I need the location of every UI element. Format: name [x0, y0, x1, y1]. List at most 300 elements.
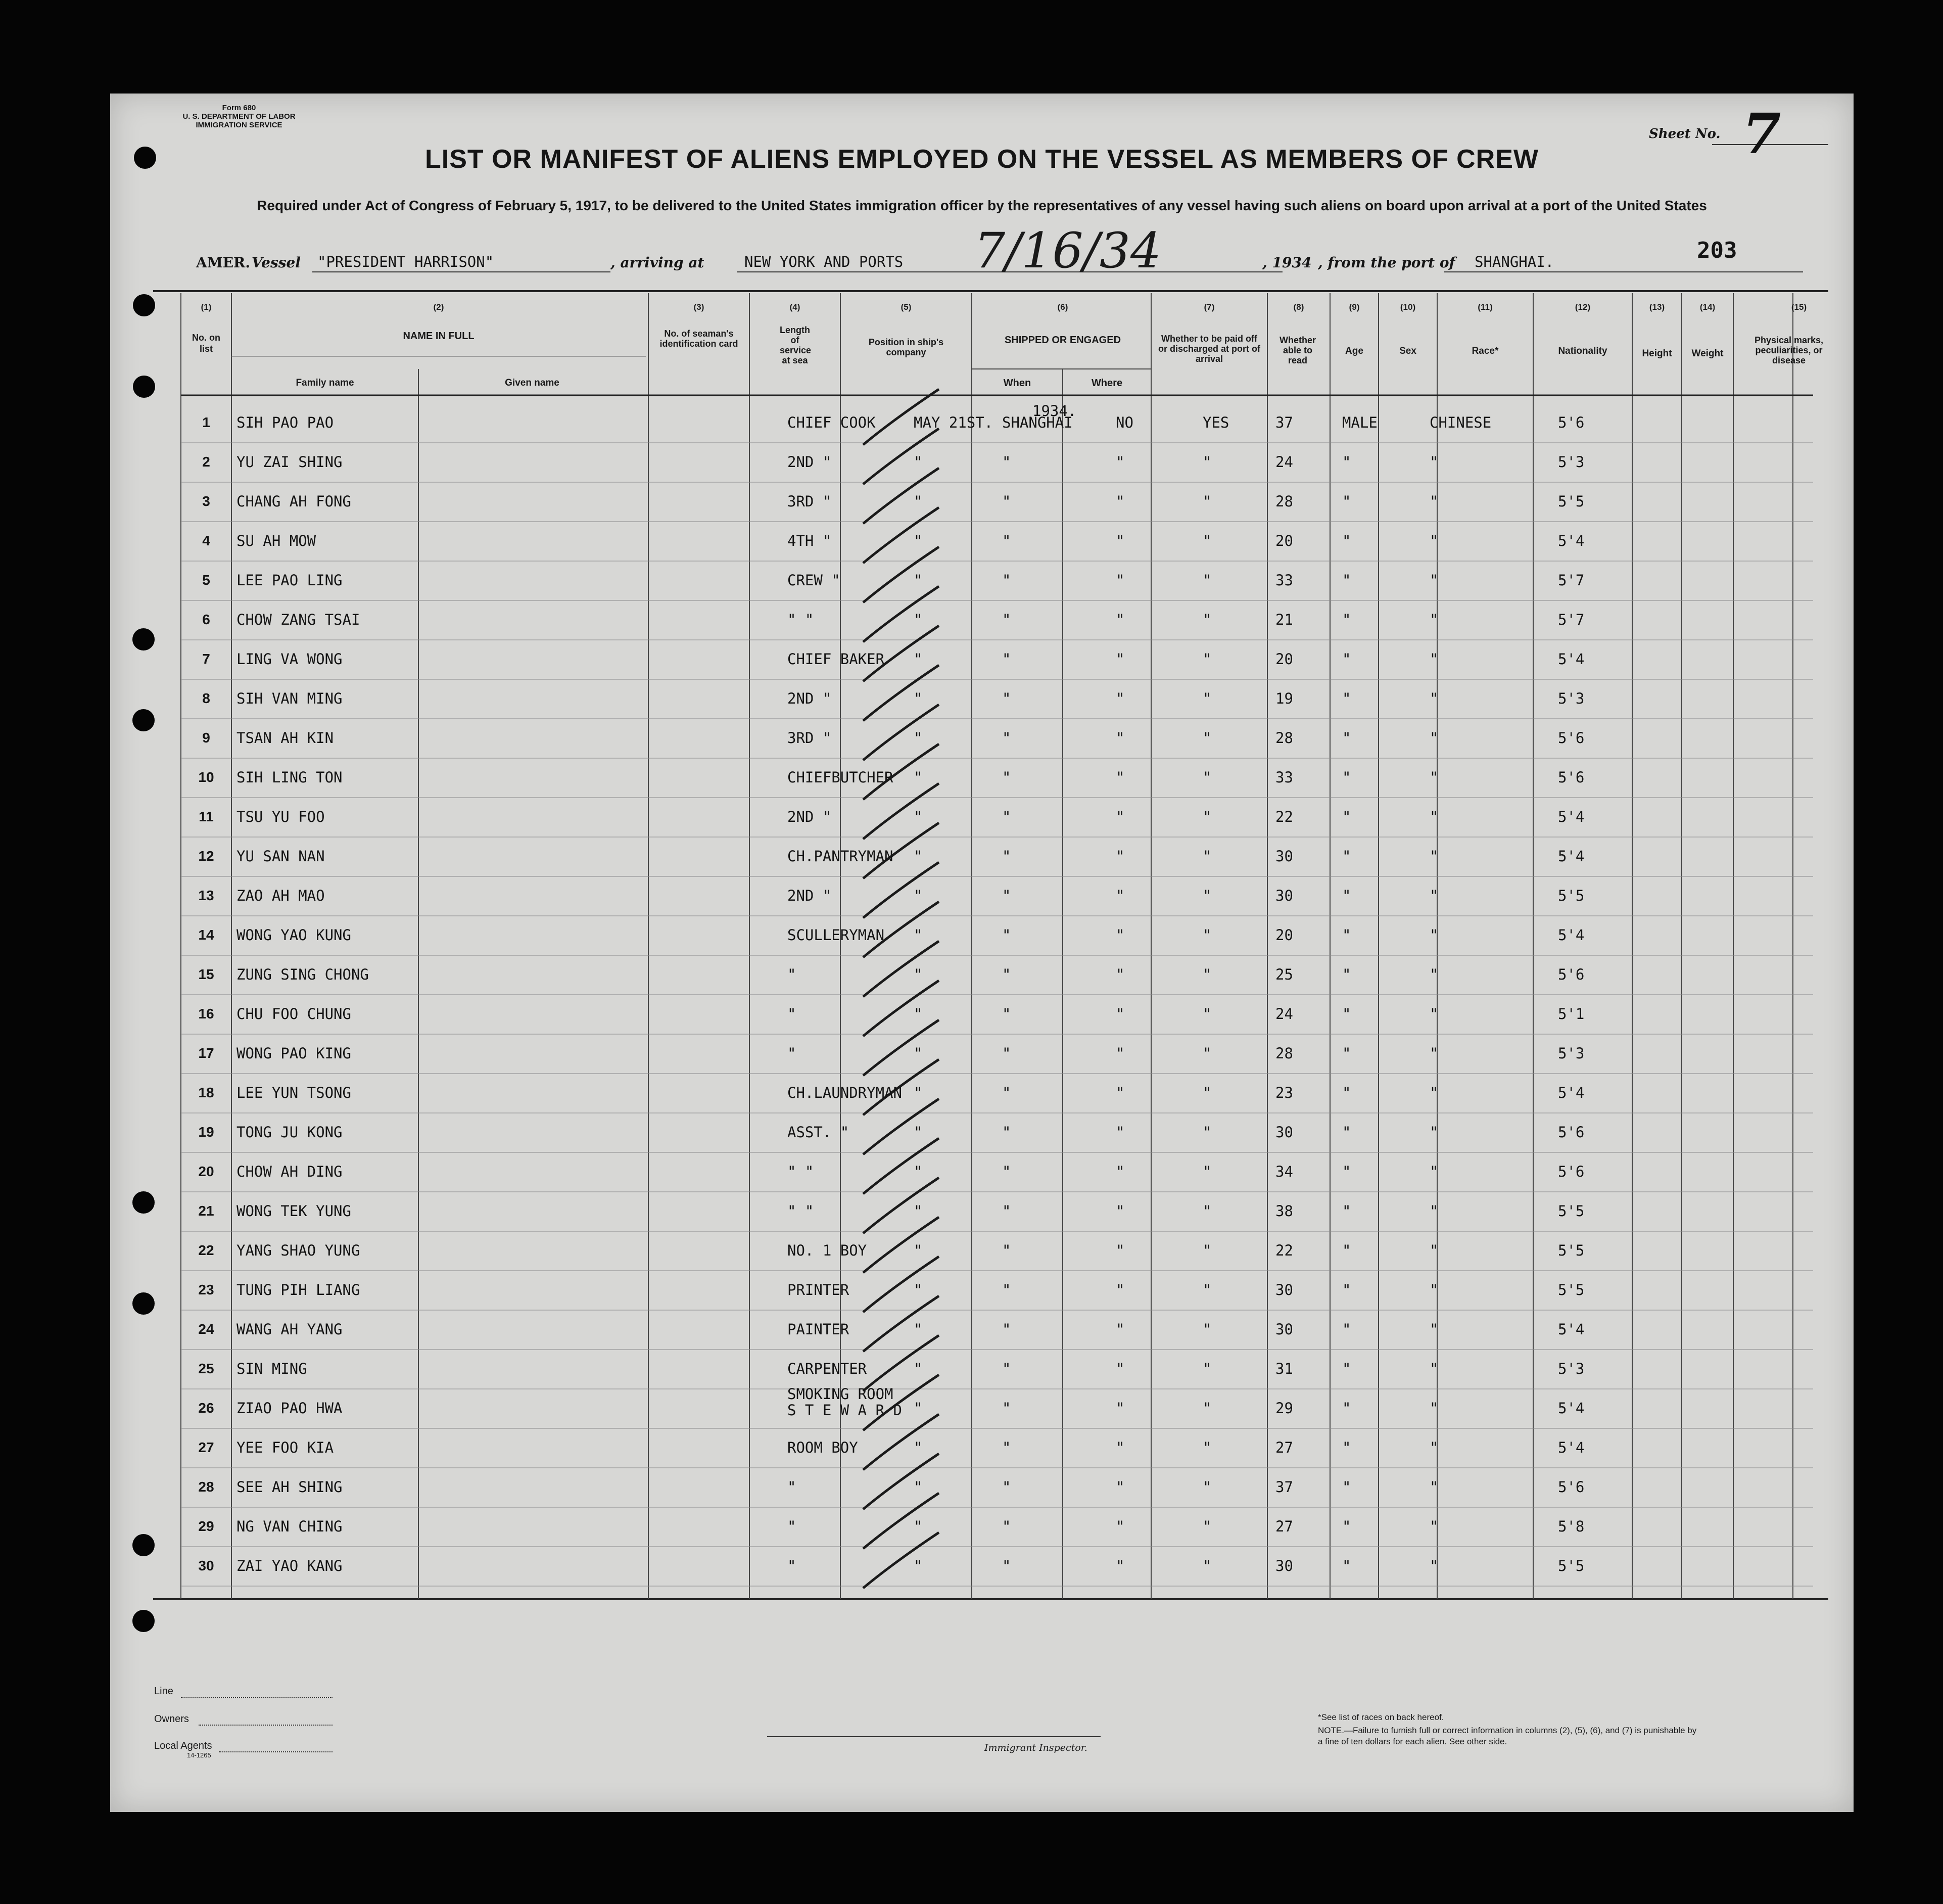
cell-read: " — [1203, 611, 1212, 628]
cell-sex: " — [1342, 848, 1351, 865]
cell-paid: " — [1116, 1124, 1125, 1141]
col-num-5: (5) — [901, 302, 912, 312]
cell-family: SU AH MOW — [236, 532, 316, 549]
agents-code: 14-1265 — [187, 1751, 211, 1759]
sheet-number: 7 — [1742, 101, 1781, 166]
cell-height: 5'5 — [1558, 1202, 1585, 1220]
cell-no: 29 — [198, 1518, 214, 1534]
cell-position: CARPENTER — [787, 1360, 867, 1377]
cell-sex: " — [1342, 1124, 1351, 1141]
cell-age: 24 — [1275, 1005, 1293, 1023]
cell-where: " — [1002, 808, 1011, 825]
owners-label: Owners — [154, 1713, 189, 1725]
cell-age: 30 — [1275, 1124, 1293, 1141]
cell-age: 19 — [1275, 690, 1293, 707]
cell-where: " — [1002, 1360, 1011, 1377]
header-race: Race* — [1472, 346, 1499, 356]
cell-read: " — [1203, 532, 1212, 549]
cell-position: PRINTER — [787, 1281, 849, 1298]
vessel-label: Vessel — [252, 254, 301, 271]
cell-family: NG VAN CHING — [236, 1518, 343, 1535]
cell-where: " — [1002, 1518, 1011, 1535]
cell-family: WANG AH YANG — [236, 1321, 343, 1338]
cell-read: " — [1203, 1439, 1212, 1456]
arriving-label: , arriving at — [610, 254, 704, 271]
cell-family: CHOW ZANG TSAI — [236, 611, 360, 628]
cell-race: " — [1430, 1124, 1439, 1141]
cell-family: WONG TEK YUNG — [236, 1202, 351, 1220]
cell-sex: " — [1342, 651, 1351, 668]
cell-read: " — [1203, 1045, 1212, 1062]
cell-no: 14 — [198, 927, 214, 943]
col-num-9: (9) — [1349, 302, 1360, 312]
cell-race: " — [1430, 926, 1439, 944]
cell-family: SIH LING TON — [236, 769, 343, 786]
cell-family: ZAO AH MAO — [236, 887, 325, 904]
cell-sex: MALE — [1342, 414, 1378, 431]
cell-when: " — [914, 1281, 923, 1298]
cell-sex: " — [1342, 1557, 1351, 1574]
cell-when: " — [914, 1518, 923, 1535]
cell-position: CHIEFBUTCHER — [787, 769, 893, 786]
arrival-date: 7/16/34 — [974, 222, 1162, 279]
cell-paid: " — [1116, 1202, 1125, 1220]
cell-age: 28 — [1275, 729, 1293, 747]
cell-race: " — [1430, 690, 1439, 707]
cell-position: CH.LAUNDRYMAN — [787, 1084, 902, 1101]
cell-when: " — [914, 1045, 923, 1062]
cell-age: 21 — [1275, 611, 1293, 628]
cell-sex: " — [1342, 453, 1351, 471]
cell-paid: " — [1116, 493, 1125, 510]
cell-read: " — [1203, 1005, 1212, 1023]
col-num-7: (7) — [1204, 302, 1215, 312]
cell-where: " — [1002, 1439, 1011, 1456]
cell-no: 20 — [198, 1164, 214, 1179]
cell-where: " — [1002, 966, 1011, 983]
form-number: Form 680 — [222, 104, 256, 112]
cell-race: " — [1430, 493, 1439, 510]
cell-family: TSAN AH KIN — [236, 729, 334, 747]
header-nationality: Nationality — [1558, 346, 1607, 356]
cell-where: " — [1002, 651, 1011, 668]
cell-race: " — [1430, 1005, 1439, 1023]
cell-read: " — [1203, 1202, 1212, 1220]
cell-family: LING VA WONG — [236, 651, 343, 668]
cell-read: " — [1203, 808, 1212, 825]
cell-when: " — [914, 808, 923, 825]
cell-when: " — [914, 572, 923, 589]
col-num-3: (3) — [693, 302, 704, 312]
cell-read: " — [1203, 1163, 1212, 1180]
cell-height: 5'4 — [1558, 926, 1585, 944]
cell-age: 30 — [1275, 1321, 1293, 1338]
cell-sex: " — [1342, 1518, 1351, 1535]
cell-where: " — [1002, 1084, 1011, 1101]
cell-when: " — [914, 651, 923, 668]
cell-paid: " — [1116, 1557, 1125, 1574]
cell-read: " — [1203, 453, 1212, 471]
cell-when: " — [914, 611, 923, 628]
cell-race: " — [1430, 1242, 1439, 1259]
cell-position-line2: S T E W A R D — [787, 1402, 902, 1419]
cell-sex: " — [1342, 1163, 1351, 1180]
cell-sex: " — [1342, 1045, 1351, 1062]
cell-family: LEE PAO LING — [236, 572, 343, 589]
cell-where: " — [1002, 532, 1011, 549]
cell-read: " — [1203, 493, 1212, 510]
cell-when: " — [914, 1084, 923, 1101]
cell-where: " — [1002, 1005, 1011, 1023]
cell-sex: " — [1342, 926, 1351, 944]
cell-paid: " — [1116, 453, 1125, 471]
origin-port: SHANGHAI. — [1475, 253, 1554, 270]
header-length-service: Length of service at sea — [780, 325, 812, 365]
manifest-sheet — [110, 94, 1854, 1812]
cell-where: " — [1002, 453, 1011, 471]
cell-read: " — [1203, 1557, 1212, 1574]
cell-where: " — [1002, 926, 1011, 944]
cell-family: YU ZAI SHING — [236, 453, 343, 471]
cell-age: 37 — [1275, 414, 1293, 431]
cell-race: " — [1430, 1518, 1439, 1535]
cell-paid: " — [1116, 1518, 1125, 1535]
cell-family: SIH PAO PAO — [236, 414, 334, 431]
cell-when: " — [914, 887, 923, 904]
cell-age: 27 — [1275, 1439, 1293, 1456]
cell-when: " — [914, 532, 923, 549]
cell-read: YES — [1203, 414, 1229, 431]
cell-race: " — [1430, 808, 1439, 825]
header-sex: Sex — [1399, 346, 1416, 356]
cell-paid: NO — [1116, 414, 1133, 431]
cell-height: 5'3 — [1558, 1045, 1585, 1062]
cell-height: 5'5 — [1558, 1242, 1585, 1259]
cell-when: " — [914, 926, 923, 944]
cell-family: SIN MING — [236, 1360, 307, 1377]
cell-when: " — [914, 1478, 923, 1496]
header-age: Age — [1345, 346, 1363, 356]
cell-when: " — [914, 848, 923, 865]
header-weight: Weight — [1691, 348, 1724, 359]
cell-race: " — [1430, 1202, 1439, 1220]
cell-race: " — [1430, 1478, 1439, 1496]
cell-sex: " — [1342, 572, 1351, 589]
cell-race: CHINESE — [1430, 414, 1492, 431]
cell-paid: " — [1116, 690, 1125, 707]
cell-when: " — [914, 1005, 923, 1023]
cell-position: 2ND " — [787, 808, 832, 825]
cell-paid: " — [1116, 1005, 1125, 1023]
cell-read: " — [1203, 1242, 1212, 1259]
cell-paid: " — [1116, 1400, 1125, 1417]
cell-age: 25 — [1275, 966, 1293, 983]
cell-paid: " — [1116, 532, 1125, 549]
cell-where: " — [1002, 729, 1011, 747]
line-label: Line — [154, 1686, 173, 1697]
agents-label: Local Agents — [154, 1740, 212, 1751]
cell-height: 5'3 — [1558, 1360, 1585, 1377]
cell-when: " — [914, 966, 923, 983]
cell-no: 9 — [202, 730, 210, 746]
cell-when: " — [914, 729, 923, 747]
cell-when: " — [914, 1439, 923, 1456]
cell-sex: " — [1342, 1281, 1351, 1298]
cell-position: CHIEF BAKER — [787, 651, 885, 668]
cell-no: 25 — [198, 1361, 214, 1376]
cell-family: ZUNG SING CHONG — [236, 966, 369, 983]
cell-age: 30 — [1275, 887, 1293, 904]
cell-sex: " — [1342, 493, 1351, 510]
cell-position: 2ND " — [787, 453, 832, 471]
col-num-14: (14) — [1699, 302, 1716, 312]
cell-race: " — [1430, 1557, 1439, 1574]
header-family-name: Family name — [296, 378, 354, 388]
cell-paid: " — [1116, 1439, 1125, 1456]
cell-race: " — [1430, 1321, 1439, 1338]
cell-height: 5'6 — [1558, 1124, 1585, 1141]
cell-family: TONG JU KONG — [236, 1124, 343, 1141]
cell-race: " — [1430, 1281, 1439, 1298]
cell-family: WONG YAO KUNG — [236, 926, 351, 944]
cell-age: 20 — [1275, 926, 1293, 944]
cell-sex: " — [1342, 1321, 1351, 1338]
cell-read: " — [1203, 1321, 1212, 1338]
cell-race: " — [1430, 1360, 1439, 1377]
cell-height: 5'3 — [1558, 690, 1585, 707]
cell-no: 10 — [198, 769, 214, 785]
cell-read: " — [1203, 1478, 1212, 1496]
cell-no: 5 — [202, 572, 210, 588]
cell-read: " — [1203, 769, 1212, 786]
cell-race: " — [1430, 572, 1439, 589]
service: IMMIGRATION SERVICE — [196, 121, 282, 129]
cell-age: 38 — [1275, 1202, 1293, 1220]
cell-where: " — [1002, 611, 1011, 628]
cell-paid: " — [1116, 769, 1125, 786]
header-where: Where — [1091, 378, 1123, 389]
cell-no: 24 — [198, 1321, 214, 1337]
cell-position: " — [787, 1518, 796, 1535]
cell-no: 8 — [202, 690, 210, 706]
cell-where: " — [1002, 493, 1011, 510]
cell-age: 22 — [1275, 1242, 1293, 1259]
header-given-name: Given name — [505, 378, 559, 388]
cell-height: 5'5 — [1558, 1281, 1585, 1298]
col-num-15: (15) — [1791, 302, 1807, 312]
cell-no: 11 — [199, 809, 214, 824]
cell-position: " — [787, 1478, 796, 1496]
col-num-4: (4) — [789, 302, 800, 312]
cell-no: 26 — [198, 1400, 214, 1416]
cell-family: WONG PAO KING — [236, 1045, 351, 1062]
cell-paid: " — [1116, 572, 1125, 589]
cell-sex: " — [1342, 769, 1351, 786]
page-subtitle: Required under Act of Congress of February 5, 1917, to be delivered to the United States immigration officer by the representatives of any vessel having such aliens on board upon arrival at a port of the United States — [257, 198, 1707, 213]
cell-sex: " — [1342, 611, 1351, 628]
from-label: , from the port of — [1318, 254, 1455, 271]
cell-where: " — [1002, 690, 1011, 707]
cell-family: SEE AH SHING — [236, 1478, 343, 1496]
cell-family: YU SAN NAN — [236, 848, 325, 865]
cell-race: " — [1430, 1400, 1439, 1417]
cell-sex: " — [1342, 808, 1351, 825]
cell-read: " — [1203, 651, 1212, 668]
cell-height: 5'5 — [1558, 887, 1585, 904]
cell-when: " — [914, 1124, 923, 1141]
cell-position: SMOKING ROOM — [787, 1385, 893, 1403]
cell-when: MAY 21ST. — [914, 414, 993, 431]
cell-race: " — [1430, 887, 1439, 904]
cell-age: 28 — [1275, 1045, 1293, 1062]
cell-when: " — [914, 1400, 923, 1417]
cell-age: 30 — [1275, 1557, 1293, 1574]
cell-position: 4TH " — [787, 532, 832, 549]
cell-when: " — [914, 1321, 923, 1338]
cell-read: " — [1203, 572, 1212, 589]
cell-sex: " — [1342, 1005, 1351, 1023]
cell-age: 20 — [1275, 532, 1293, 549]
cell-race: " — [1430, 1045, 1439, 1062]
cell-where: " — [1002, 848, 1011, 865]
cell-paid: " — [1116, 966, 1125, 983]
cell-race: " — [1430, 453, 1439, 471]
cell-where: " — [1002, 769, 1011, 786]
cell-where: " — [1002, 887, 1011, 904]
cell-family: CHU FOO CHUNG — [236, 1005, 351, 1023]
cell-no: 6 — [202, 612, 210, 627]
cell-when: " — [914, 1242, 923, 1259]
cell-where: " — [1002, 1557, 1011, 1574]
cell-where: " — [1002, 1242, 1011, 1259]
cell-no: 13 — [198, 888, 214, 903]
cell-no: 19 — [198, 1124, 214, 1140]
cell-paid: " — [1116, 1084, 1125, 1101]
vessel-flag: AMER. — [196, 254, 251, 271]
cell-family: YANG SHAO YUNG — [236, 1242, 360, 1259]
cell-family: SIH VAN MING — [236, 690, 343, 707]
sheet-label: Sheet No. — [1649, 126, 1721, 142]
header-able-read: Whether able to read — [1279, 335, 1316, 365]
header-no-on-list: No. on list — [192, 333, 220, 354]
cell-family: CHANG AH FONG — [236, 493, 351, 510]
cell-height: 5'4 — [1558, 1439, 1585, 1456]
header-name-in-full: NAME IN FULL — [403, 331, 475, 342]
cell-position: " " — [787, 1163, 814, 1180]
cell-position: " — [787, 966, 796, 983]
cell-age: 20 — [1275, 651, 1293, 668]
cell-family: ZIAO PAO HWA — [236, 1400, 343, 1417]
cell-race: " — [1430, 1439, 1439, 1456]
cell-age: 30 — [1275, 848, 1293, 865]
cell-height: 5'4 — [1558, 808, 1585, 825]
race-note: *See list of races on back hereof. — [1318, 1712, 1444, 1722]
cell-position: CH.PANTRYMAN — [787, 848, 893, 865]
cell-when: " — [914, 493, 923, 510]
cell-when: " — [914, 1557, 923, 1574]
cell-position: PAINTER — [787, 1321, 849, 1338]
cell-age: 22 — [1275, 808, 1293, 825]
cell-position: 2ND " — [787, 690, 832, 707]
cell-race: " — [1430, 651, 1439, 668]
cell-family: LEE YUN TSONG — [236, 1084, 351, 1101]
cell-position: ASST. " — [787, 1124, 849, 1141]
col-num-13: (13) — [1649, 302, 1665, 312]
col-num-11: (11) — [1478, 302, 1493, 312]
cell-race: " — [1430, 848, 1439, 865]
cell-age: 31 — [1275, 1360, 1293, 1377]
arrival-year: , 1934 — [1262, 254, 1312, 271]
page-number: 203 — [1697, 238, 1737, 263]
cell-position: " — [787, 1557, 796, 1574]
inspector-label: Immigrant Inspector. — [984, 1742, 1087, 1753]
cell-height: 5'5 — [1558, 1557, 1585, 1574]
cell-where: SHANGHAI — [1002, 414, 1073, 431]
cell-height: 5'8 — [1558, 1518, 1585, 1535]
cell-read: " — [1203, 1518, 1212, 1535]
cell-paid: " — [1116, 1321, 1125, 1338]
cell-paid: " — [1116, 1360, 1125, 1377]
cell-position: NO. 1 BOY — [787, 1242, 867, 1259]
cell-paid: " — [1116, 1478, 1125, 1496]
cell-when: " — [914, 769, 923, 786]
cell-position: " " — [787, 1202, 814, 1220]
cell-family: TSU YU FOO — [236, 808, 325, 825]
cell-age: 33 — [1275, 572, 1293, 589]
cell-read: " — [1203, 690, 1212, 707]
cell-height: 5'4 — [1558, 1321, 1585, 1338]
header-paid-off: Whether to be paid off or discharged at port of arrival — [1158, 334, 1261, 364]
cell-paid: " — [1116, 611, 1125, 628]
col-num-8: (8) — [1293, 302, 1304, 312]
cell-paid: " — [1116, 729, 1125, 747]
cell-race: " — [1430, 1084, 1439, 1101]
cell-height: 5'3 — [1558, 453, 1585, 471]
cell-when: " — [914, 1163, 923, 1180]
cell-race: " — [1430, 1163, 1439, 1180]
col-num-2: (2) — [433, 302, 444, 312]
vessel-name: "PRESIDENT HARRISON" — [317, 253, 494, 270]
cell-paid: " — [1116, 926, 1125, 944]
cell-where: " — [1002, 1321, 1011, 1338]
cell-no: 4 — [202, 533, 210, 548]
cell-position: 2ND " — [787, 887, 832, 904]
header-when: When — [1003, 378, 1031, 389]
cell-where: " — [1002, 1400, 1011, 1417]
page-title: LIST OR MANIFEST OF ALIENS EMPLOYED ON THE VESSEL AS MEMBERS OF CREW — [425, 145, 1539, 174]
cell-no: 3 — [202, 493, 210, 509]
cell-height: 5'4 — [1558, 848, 1585, 865]
cell-read: " — [1203, 1400, 1212, 1417]
cell-age: 34 — [1275, 1163, 1293, 1180]
cell-position: " — [787, 1045, 796, 1062]
cell-no: 22 — [198, 1242, 214, 1258]
col-num-12: (12) — [1575, 302, 1591, 312]
cell-no: 28 — [198, 1479, 214, 1495]
cell-sex: " — [1342, 1242, 1351, 1259]
header-physical-marks: Physical marks, peculiarities, or disease — [1754, 335, 1824, 365]
cell-read: " — [1203, 1084, 1212, 1101]
cell-when: " — [914, 1360, 923, 1377]
col-num-6: (6) — [1057, 302, 1068, 312]
department: U. S. DEPARTMENT OF LABOR — [182, 112, 296, 121]
cell-height: 5'1 — [1558, 1005, 1585, 1023]
cell-age: 27 — [1275, 1518, 1293, 1535]
cell-where: " — [1002, 1478, 1011, 1496]
col-num-1: (1) — [201, 302, 212, 312]
cell-age: 24 — [1275, 453, 1293, 471]
cell-height: 5'4 — [1558, 1400, 1585, 1417]
